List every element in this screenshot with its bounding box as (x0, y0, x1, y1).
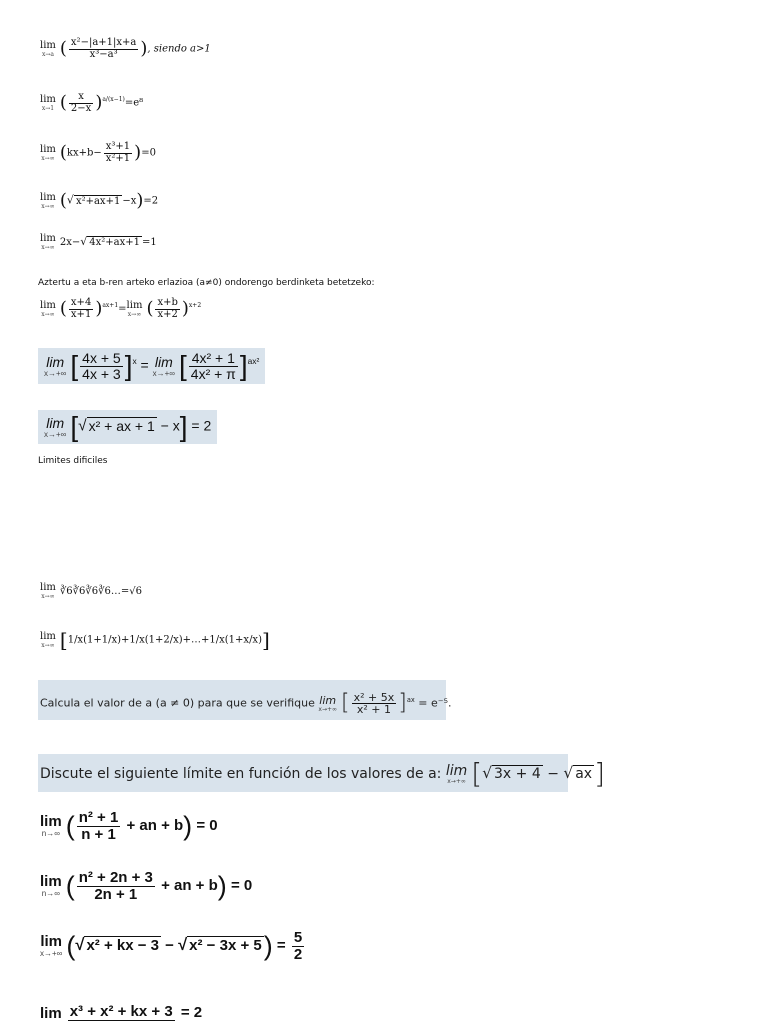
fraction: $\frac{x}{2-x}$ (70, 91, 92, 114)
section-title: Limites dificiles (38, 456, 108, 466)
lim-operator: lim (40, 1005, 62, 1022)
question-discute: Discute el siguiente límite en función de los valores de a: lim x→+∞ [√ 3x + 4 − √ ax] (38, 754, 568, 792)
formula-limit-11: lim n→∞ ( $\frac{\text{n² + 1}}{n + 1}$ + an + b) = 0 (40, 809, 218, 843)
formula-limit-1: lim x→a ( $\frac{\text{x²−|a+1|x+a}}{\text{x³−a³}}$ ), siendo a>1 (40, 37, 211, 60)
formula-limit-7: lim x→+∞ [ $\frac{4x + 5}{4x + 3}$ ]$^x$ = lim x→+∞ [ $\frac{\text{4x² + 1}}{\text{4x² + π}}$ ]$^{ax^2}$ (38, 348, 265, 384)
question-calcula: Calcula el valor de a (a ≠ 0) para que se verifique lim x→+∞ [ $\frac{\text{x² + 5x}}{\text{x² + 1}}$ ]$^{ax}$ = e⁻⁵. (38, 680, 446, 720)
lim-operator: lim x→∞ (126, 299, 143, 318)
lim-operator: lim x→∞ (40, 233, 56, 251)
formula-limit-10: lim x→∞ [1/x(1+1/x)+1/x(1+2/x)+…+1/x(1+x/x)] (40, 628, 270, 652)
lim-operator: lim n→∞ (40, 873, 62, 899)
lim-operator: lim x→1 (40, 93, 56, 112)
formula-limit-2: lim x→1 ( $\frac{x}{2-x}$ )$^{a/(x-1)}$=e⁸ (40, 91, 144, 114)
formula-limit-3: lim x→∞ (kx+b− $\frac{\text{x³+1}}{\text{x²+1}}$ )=0 (40, 141, 156, 164)
lim-operator: lim x→∞ (40, 630, 56, 649)
lim-operator: lim x→+∞ (152, 353, 175, 378)
fraction: $\frac{\text{x³+1}}{\text{x²+1}}$ (105, 141, 131, 164)
formula-limit-8: lim x→+∞ [√ x² + ax + 1 − x] = 2 (38, 410, 217, 444)
fraction: $\frac{\text{n² + 2n + 3}}{2n + 1}$ (78, 869, 153, 903)
fraction: $\frac{x+b}{x+2}$ (157, 297, 178, 320)
lim-operator: lim x→+∞ (44, 414, 67, 439)
lim-operator: lim x→∞ (40, 582, 56, 600)
formula-limit-9: lim x→∞ ∛6∛6∛6∛6…=√6 (40, 582, 142, 600)
lim-operator: lim x→+∞ (40, 933, 63, 959)
fraction: $\frac{\text{4x² + 1}}{\text{4x² + π}}$ (190, 350, 236, 382)
formula-limit-14: lim x³ + x² + kx + 3 = 2 (40, 1003, 203, 1022)
formula-limit-6: lim x→∞ ( $\frac{x+4}{x+1}$ )$^{ax+1}$=lim x→∞ ( $\frac{x+b}{x+2}$ )$^{x+2}$ (40, 297, 202, 320)
instruction-text: Aztertu a eta b-ren arteko erlazioa (a≠0) ondorengo berdinketa betetzeko: (38, 278, 375, 288)
fraction: $\frac{4x + 5}{4x + 3}$ (82, 350, 121, 382)
fraction: x³ + x² + kx + 3 (69, 1003, 173, 1020)
fraction: $\frac{\text{x²−|a+1|x+a}}{\text{x³−a³}}$ (70, 37, 137, 60)
formula-limit-12: lim n→∞ ( $\frac{\text{n² + 2n + 3}}{2n + 1}$ + an + b) = 0 (40, 869, 253, 903)
lim-operator: lim n→∞ (40, 813, 62, 839)
formula-limit-13: lim x→+∞ (√ x² + kx − 3 − √ x² − 3x + 5) = $\frac{5}{2}$ (40, 929, 303, 963)
fraction: $\frac{\text{n² + 1}}{n + 1}$ (78, 809, 119, 843)
fraction: $\frac{\text{x² + 5x}}{\text{x² + 1}}$ (353, 690, 395, 717)
fraction: $\frac{x+4}{x+1}$ (70, 297, 92, 320)
lim-operator: lim x→∞ (40, 143, 56, 162)
formula-limit-5: lim x→∞ 2x−√ 4x²+ax+1 =1 (40, 233, 157, 251)
fraction: $\frac{5}{2}$ (293, 929, 303, 963)
lim-operator: lim x→+∞ (445, 762, 468, 785)
lim-operator: lim x→a (40, 39, 56, 58)
lim-operator: lim x→∞ (40, 299, 56, 318)
lim-operator: lim x→+∞ (318, 693, 337, 713)
lim-operator: lim x→+∞ (44, 353, 67, 378)
lim-operator: lim x→∞ (40, 191, 56, 210)
formula-limit-4: lim x→∞ (√ x²+ax+1 −x)=2 (40, 190, 159, 211)
